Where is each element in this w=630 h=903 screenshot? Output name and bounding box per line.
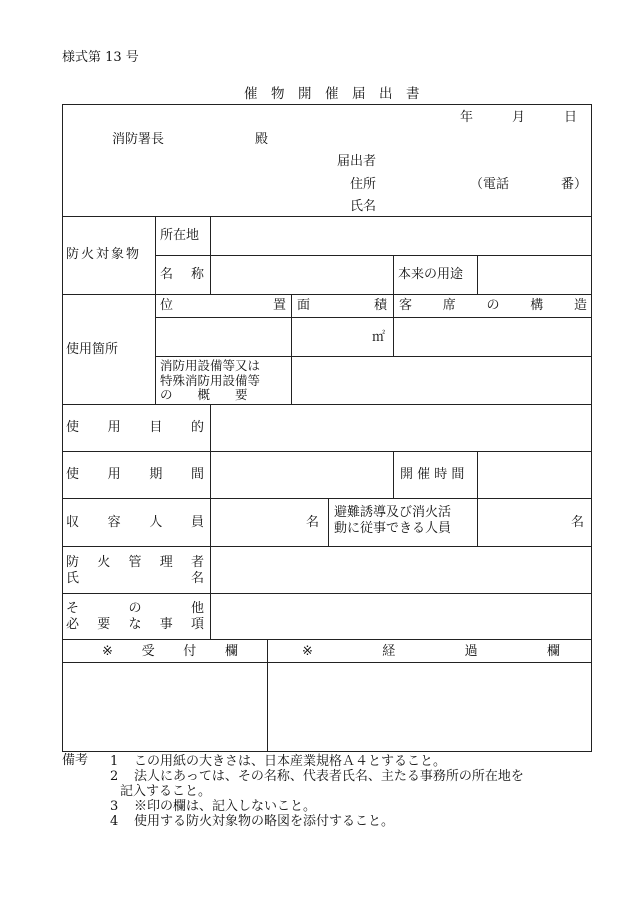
name-label: 氏名 (350, 199, 377, 214)
note-item: 2 法人にあっては、その名称、代表者氏名、主たる事務所の所在地を (110, 769, 524, 784)
other-matters-label: そ の 他 必 要 な 事 項 (66, 601, 204, 632)
position-header: 位 置 (160, 298, 286, 313)
area-header: 面 積 (297, 298, 387, 313)
phone-label: （電話 番） (470, 177, 588, 192)
address-label: 住所 (350, 177, 377, 192)
seating-header: 客 席 の 構 造 (399, 298, 587, 313)
note-item: 3 ※印の欄は、記入しないこと。 (110, 799, 317, 814)
form-title: 催 物 開 催 届 出 書 (244, 86, 420, 102)
period-label: 使 用 期 間 (66, 467, 204, 482)
date-label: 年 月 日 (460, 110, 578, 125)
note-item: 記入すること。 (120, 784, 212, 799)
notifier-label: 届出者 (337, 154, 377, 169)
location-label: 所在地 (160, 228, 200, 243)
addressee-label: 消防署長 (112, 132, 165, 147)
evac-staff-label: 避難誘導及び消火活 動に従事できる人員 (334, 505, 452, 536)
original-use-label: 本来の用途 (398, 267, 464, 282)
capacity-label: 収 容 人 員 (66, 515, 204, 530)
usage-place-label: 使用箇所 (66, 342, 119, 357)
evac-unit: 名 (571, 515, 585, 530)
notes-list (110, 754, 524, 829)
hours-label: 開 催 時 間 (400, 467, 465, 482)
form-number: 様式第 13 号 (62, 50, 139, 65)
notes-label: 備考 (62, 753, 89, 768)
note-item: 1 この用紙の大きさは、日本産業規格Ａ４とすること。 (110, 754, 447, 769)
note-item: 4 使用する防火対象物の略図を添付すること。 (110, 814, 395, 829)
reception-header: ※ 受 付 欄 (102, 644, 238, 659)
fire-manager-label: 防 火 管 理 者 氏 名 (66, 555, 204, 586)
fire-object-label: 防火対象物 (66, 247, 142, 262)
object-name-label: 名 称 (160, 267, 204, 282)
capacity-unit: 名 (306, 515, 320, 530)
equipment-label: 消防用設備等又は 特殊消防用設備等 の 概 要 (160, 358, 261, 402)
purpose-label: 使 用 目 的 (66, 420, 204, 435)
area-unit: ㎡ (372, 330, 386, 345)
honorific-label: 殿 (255, 132, 269, 147)
progress-header: ※ 経 過 欄 (302, 644, 560, 659)
